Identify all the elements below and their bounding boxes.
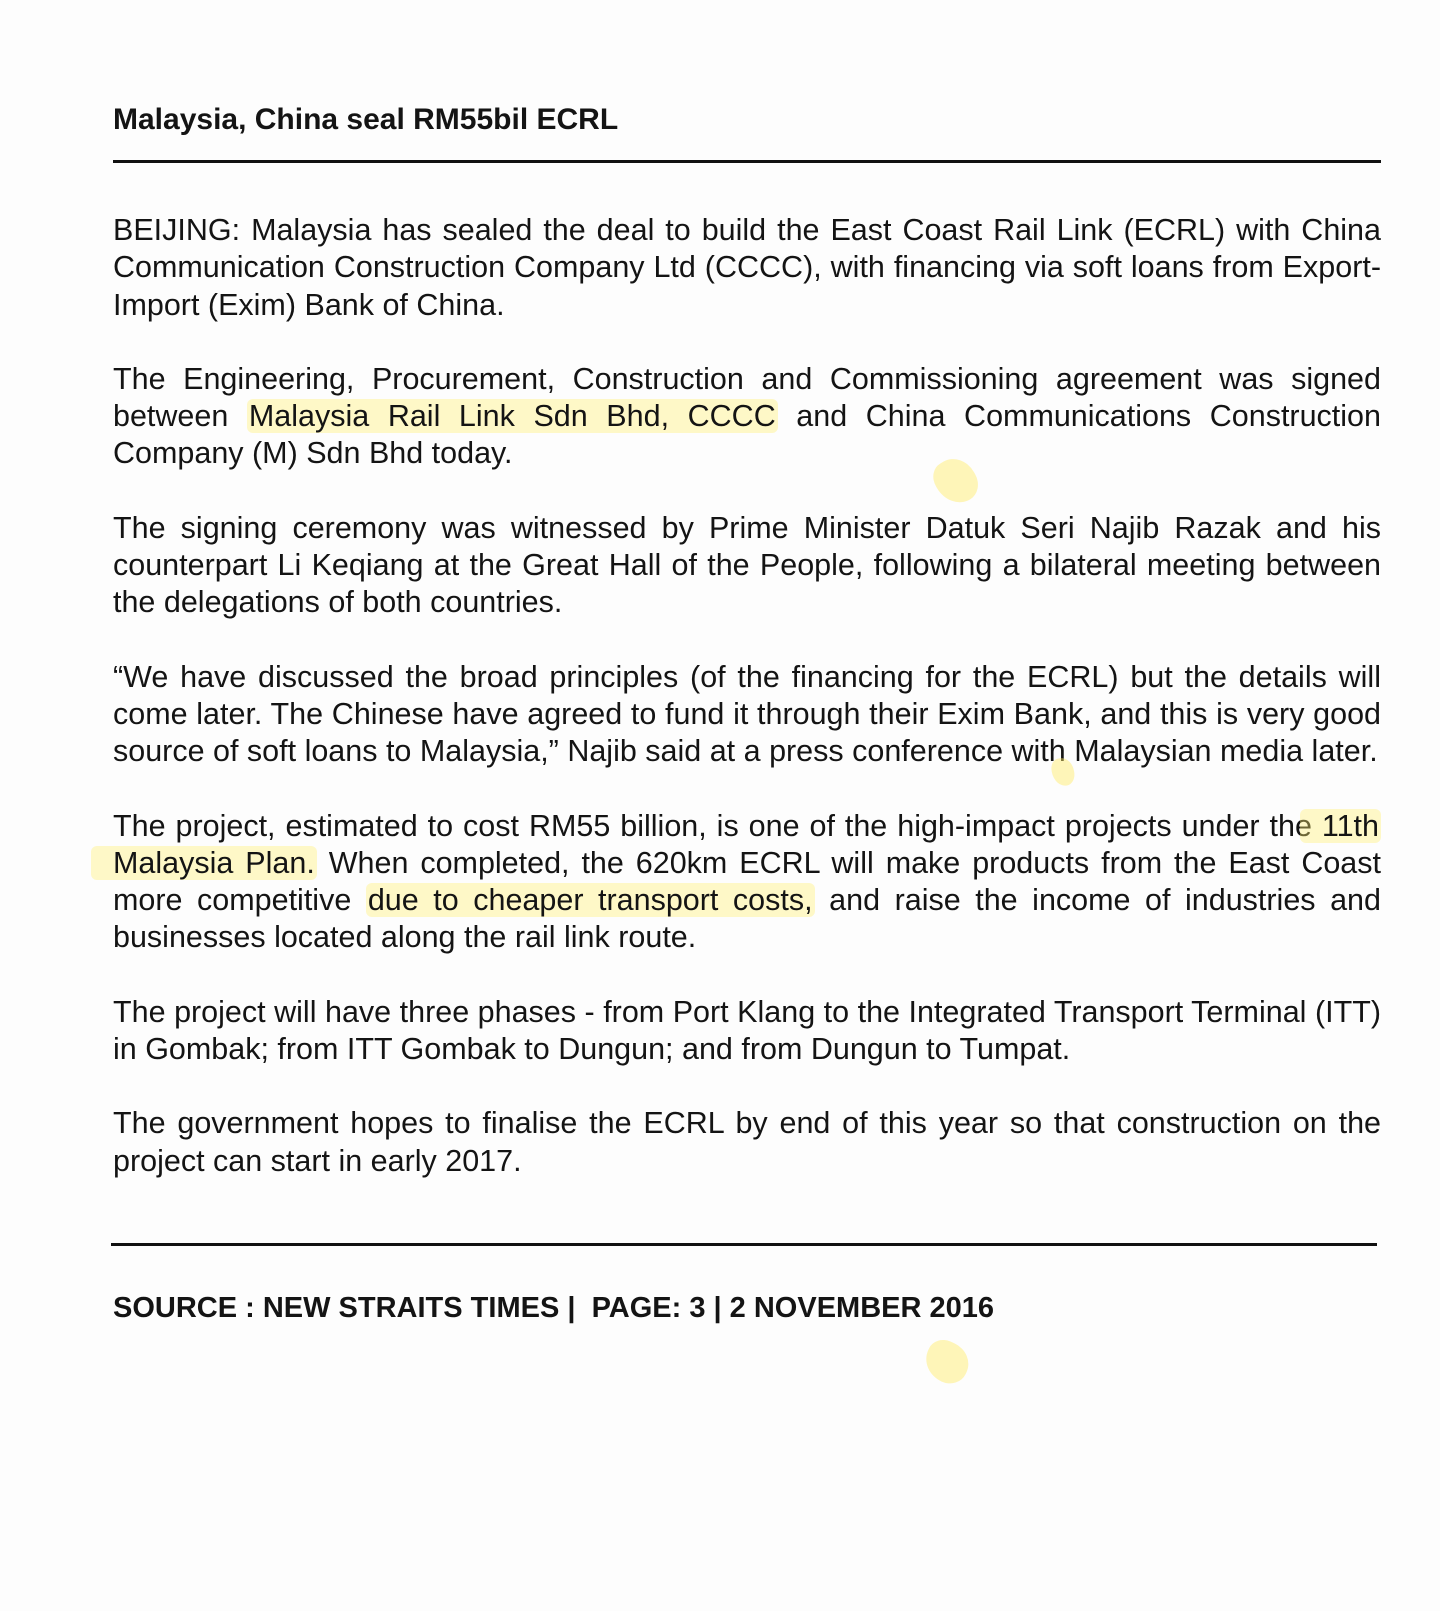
paragraph-5-text-end: and raise the income of industries and businesses located along the rail link route. bbox=[113, 883, 1381, 955]
article-body bbox=[113, 212, 1381, 1217]
highlighted-text: 11th Malaysia Plan. bbox=[91, 809, 1381, 880]
highlighter-smudge bbox=[919, 1335, 976, 1390]
highlighted-text: due to cheaper transport costs, bbox=[367, 883, 813, 918]
title-divider bbox=[113, 160, 1381, 163]
paragraph-2-text-end: and China Communications Construction Company (M) Sdn Bhd today. bbox=[113, 399, 1381, 471]
footer-divider bbox=[111, 1243, 1377, 1246]
paragraph-5-text-start: The project, estimated to cost RM55 billion, is one of the high-impact projects under the bbox=[113, 808, 1322, 843]
paragraph-7: The government hopes to finalise the ECRL by end of this year so that construction on the project can start in early 2017. bbox=[113, 1106, 1381, 1178]
paragraph-5 bbox=[113, 808, 1381, 957]
paragraph-4: “We have discussed the broad principles (of the financing for the ECRL) but the details will come later. The Chinese have agreed to fund it through their Exim Bank, and this is very good source of soft loans to Malaysia,” Najib said at a press conference with Malaysian media later. bbox=[113, 659, 1381, 769]
paragraph-5-text-middle: When completed, the 620km ECRL will make products from the East Coast more competitive bbox=[113, 845, 1381, 918]
paragraph-2 bbox=[113, 361, 1381, 473]
source-line: SOURCE : NEW STRAITS TIMES | PAGE: 3 | 2 NOVEMBER 2016 bbox=[113, 1292, 995, 1324]
paragraph-1: BEIJING: Malaysia has sealed the deal to build the East Coast Rail Link (ECRL) with China Communication Construction Company Ltd (CCCC), with financing via soft loans from Export-Import (Exim) Bank of China. bbox=[113, 213, 1381, 322]
paragraph-3: The signing ceremony was witnessed by Prime Minister Datuk Seri Najib Razak and his counterpart Li Keqiang at the Great Hall of the People, following a bilateral meeting between the delegations of both countries. bbox=[113, 510, 1381, 620]
article-title: Malaysia, China seal RM55bil ECRL bbox=[113, 103, 619, 136]
highlighted-text: Malaysia Rail Link Sdn Bhd, CCCC bbox=[248, 399, 776, 434]
paragraph-2-text-start: The Engineering, Procurement, Construction and Commissioning agreement was signed between bbox=[113, 361, 1381, 434]
paragraph-6: The project will have three phases - from Port Klang to the Integrated Transport Terminal (ITT) in Gombak; from ITT Gombak to Dungun; and from Dungun to Tumpat. bbox=[113, 994, 1381, 1067]
